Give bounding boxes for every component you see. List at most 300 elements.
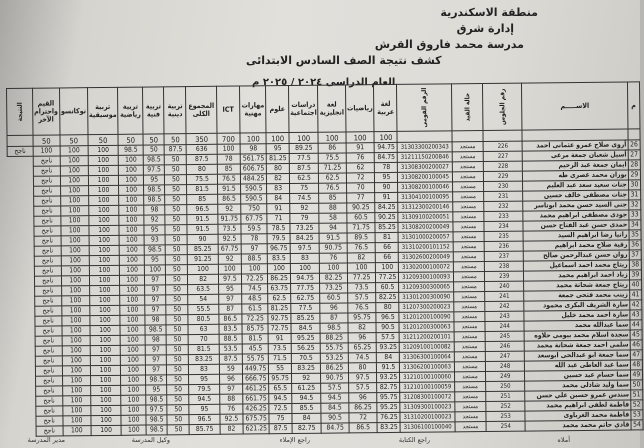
table-cell: 81.5 xyxy=(189,344,219,354)
table-cell: 50 xyxy=(167,375,189,385)
table-cell: 29 xyxy=(628,170,640,180)
table-cell: ناجح xyxy=(33,176,60,186)
table-cell: 85 xyxy=(217,164,241,174)
table-cell: 100 xyxy=(119,215,144,225)
table-cell: ناجح xyxy=(36,406,63,416)
table-cell: 46 xyxy=(630,340,642,350)
table-cell: 89.25 xyxy=(289,143,319,153)
table-cell: 100 xyxy=(120,345,145,355)
table-cell: 31310200100023 xyxy=(400,412,454,423)
table-cell: 87.5 xyxy=(289,163,319,173)
table-cell: 91.5 xyxy=(377,362,400,372)
table-cell: مستجد xyxy=(453,222,484,232)
table-cell: مستجد xyxy=(454,311,485,321)
table-cell: 96 xyxy=(219,374,243,384)
table-cell: 86.5 xyxy=(349,423,378,433)
table-cell: 33 xyxy=(629,210,641,220)
table-cell: 85 xyxy=(319,193,346,203)
table-cell: 100 xyxy=(268,264,291,274)
table-cell: 50 xyxy=(167,395,189,405)
student-name-cell: جنات مصطفى خالف حسين xyxy=(523,190,628,201)
table-cell: 78 xyxy=(217,154,241,164)
table-cell: مستجد xyxy=(454,361,485,371)
table-cell: 47 xyxy=(630,350,642,360)
max-mark-cell: 50 xyxy=(33,135,60,146)
table-cell: 100 xyxy=(60,156,88,166)
table-cell: 248 xyxy=(485,361,524,371)
table-cell: 94.5 xyxy=(292,393,322,403)
table-cell: 70 xyxy=(189,334,219,344)
table-cell: 82.75 xyxy=(292,423,322,433)
table-cell: 245 xyxy=(485,331,524,341)
table-cell: 75.5 xyxy=(319,153,346,163)
table-cell: 92.5 xyxy=(220,414,244,424)
table-cell: 98.5 xyxy=(145,325,166,335)
table-cell: 80.5 xyxy=(188,314,218,324)
table-cell: 82.25 xyxy=(376,292,399,302)
table-cell: 100 xyxy=(89,235,120,245)
table-cell: 84.75 xyxy=(321,423,348,433)
table-cell: 100 xyxy=(120,335,145,345)
table-cell: 32 xyxy=(628,200,640,210)
table-cell: 80 xyxy=(348,363,377,373)
table-cell: 38 xyxy=(629,260,641,270)
student-name-cell: جودى مصطفى ابراهيم محمد xyxy=(523,210,628,221)
column-header: الاســـــم xyxy=(522,82,628,130)
table-cell: 45 xyxy=(630,330,642,340)
table-cell: 77.5 xyxy=(289,153,319,163)
table-cell: ناجح xyxy=(33,156,60,166)
student-name-cell: سارة احمد محمد خليل xyxy=(524,310,629,321)
student-name-cell: زياد احمد ابراهيم محمد xyxy=(524,270,629,281)
table-cell: 100 xyxy=(90,305,121,315)
table-cell: 31301200300090 xyxy=(399,292,453,303)
table-cell: 88.5 xyxy=(241,254,267,264)
table-cell: 100 xyxy=(62,396,90,406)
max-mark-cell xyxy=(483,130,522,141)
table-cell: 254 xyxy=(486,421,525,431)
table-cell: 50 xyxy=(165,205,187,215)
max-mark-cell: 100 xyxy=(266,133,289,144)
signature-footer xyxy=(0,436,640,448)
table-cell: 83.25 xyxy=(189,354,219,364)
administration-label: إدارة شرق xyxy=(456,22,514,35)
table-cell: 100 xyxy=(60,166,88,176)
table-cell: 98.5 xyxy=(118,145,143,155)
table-cell: 83 xyxy=(267,184,290,194)
table-cell: 95.75 xyxy=(377,392,400,402)
table-cell: 243 xyxy=(485,311,524,321)
table-cell: 636 xyxy=(187,144,217,154)
table-cell: 100 xyxy=(63,406,91,416)
table-cell: 100 xyxy=(119,175,144,185)
table-cell: ناجح xyxy=(35,356,62,366)
max-mark-cell: 350 xyxy=(186,133,216,144)
table-cell: 97.5 xyxy=(143,165,164,175)
table-cell: 426.25 xyxy=(243,404,269,414)
table-cell: 79.5 xyxy=(189,384,219,394)
table-cell: 100 xyxy=(60,206,88,216)
table-cell: 251 xyxy=(486,391,525,401)
table-cell: 52 xyxy=(631,400,643,410)
table-cell: 53.5 xyxy=(219,344,243,354)
table-cell: 81.5 xyxy=(187,184,217,194)
table-cell: 50 xyxy=(166,255,188,265)
table-cell: 50 xyxy=(166,275,188,285)
table-cell: 96.5 xyxy=(189,414,219,424)
table-cell: 100 xyxy=(242,264,268,274)
table-cell: 76 xyxy=(346,153,375,163)
table-cell: 100 xyxy=(120,305,145,315)
table-cell: 100 xyxy=(60,196,88,206)
table-cell: 92 xyxy=(218,254,242,264)
footer-label: راجع الكتابة xyxy=(398,436,430,444)
table-cell: 750 xyxy=(241,204,267,214)
table-cell: ناجح xyxy=(34,296,61,306)
school-name: مدرسة محمد فاروق القرش xyxy=(374,38,524,51)
table-cell: 100 xyxy=(61,236,89,246)
table-cell: 100 xyxy=(121,365,146,375)
table-cell: 50 xyxy=(167,415,189,425)
table-cell: ناجح xyxy=(34,256,61,266)
table-cell: 84.25 xyxy=(375,202,398,212)
table-cell: 42 xyxy=(630,300,642,310)
table-cell: 31302000100072 xyxy=(399,262,453,273)
max-mark-cell xyxy=(7,135,33,146)
table-cell: 100 xyxy=(62,356,90,366)
table-cell: 67.75 xyxy=(218,244,242,254)
table-cell: 100 xyxy=(347,263,376,273)
table-cell: 91.5 xyxy=(217,184,241,194)
table-cell: 31309100200051 xyxy=(398,212,452,223)
table-cell: 63.5 xyxy=(188,284,218,294)
table-cell: 55.75 xyxy=(321,343,348,353)
table-cell: 72.75 xyxy=(268,324,291,334)
table-cell: 89.5 xyxy=(347,233,376,243)
table-cell: 60.5 xyxy=(320,293,347,303)
result-cell: ناجح xyxy=(7,146,33,156)
table-cell: 100 xyxy=(88,175,119,185)
table-cell: مستجد xyxy=(452,202,483,212)
table-cell: 95 xyxy=(144,225,165,235)
table-cell: 31306100100040 xyxy=(400,422,454,433)
table-cell: 30 xyxy=(628,180,640,190)
table-cell: 247 xyxy=(485,351,524,361)
student-name-cell: أروى صلاح عمرو عثمانى احمد xyxy=(523,140,628,151)
table-cell: 590.5 xyxy=(241,194,267,204)
table-cell: 100 xyxy=(62,316,90,326)
table-cell: مستجد xyxy=(454,341,485,351)
table-cell: 82.25 xyxy=(320,273,347,283)
table-cell: 231 xyxy=(484,191,523,201)
table-cell: 100 xyxy=(144,265,165,275)
table-cell: 62 xyxy=(346,163,375,173)
table-cell: 66 xyxy=(376,252,399,262)
table-cell: 88 xyxy=(319,203,346,213)
table-cell: ناجح xyxy=(34,226,61,236)
table-cell: 100 xyxy=(121,405,146,415)
table-cell: 100 xyxy=(91,405,122,415)
table-cell: ناجح xyxy=(36,396,63,406)
table-cell: 57.5 xyxy=(348,383,377,393)
table-cell: 51 xyxy=(630,390,642,400)
table-cell: 72 xyxy=(349,413,378,423)
table-cell: 90.25 xyxy=(375,212,398,222)
table-cell: 31308200100046 xyxy=(398,182,452,193)
table-cell: 86.25 xyxy=(268,274,291,284)
table-cell: 81.25 xyxy=(268,304,291,314)
table-cell: 95 xyxy=(189,374,219,384)
student-name-cell: ريتاج محمد احمد اسماعيل xyxy=(524,260,629,271)
table-cell: ناجح xyxy=(34,246,61,256)
table-cell: 100 xyxy=(120,285,145,295)
table-cell: 59.5 xyxy=(241,224,267,234)
table-cell: 661.75 xyxy=(243,394,269,404)
table-cell: 234 xyxy=(484,221,523,231)
table-cell: 62.5 xyxy=(319,173,346,183)
table-cell: 77.25 xyxy=(376,272,399,282)
table-cell: 100 xyxy=(119,165,144,175)
table-cell: 92 xyxy=(290,203,320,213)
table-cell: 66 xyxy=(376,242,399,252)
table-cell: 100 xyxy=(120,265,145,275)
student-name-cell: ايمان جمعة عبد الرحيم xyxy=(523,160,628,171)
table-cell: 67.75 xyxy=(241,214,267,224)
table-cell: 71 xyxy=(267,214,290,224)
table-cell: ناجح xyxy=(36,416,63,426)
table-cell: 73.5 xyxy=(347,283,376,293)
table-cell: 63.75 xyxy=(268,284,291,294)
table-cell: 60.5 xyxy=(376,282,399,292)
table-cell: مستجد xyxy=(453,261,484,271)
table-cell: 244 xyxy=(485,321,524,331)
table-cell: 62.5 xyxy=(268,294,291,304)
district-label: منطقة الاسكندرية xyxy=(440,6,538,19)
table-cell: 98.5 xyxy=(146,395,167,405)
table-cell: مستجد xyxy=(453,271,484,281)
table-cell: 73.5 xyxy=(218,224,242,234)
column-header: المجموع الكلى xyxy=(186,86,217,133)
table-cell: 65.25 xyxy=(348,343,377,353)
column-header-label: الرقم القومى xyxy=(420,87,429,128)
table-cell: 31302600200049 xyxy=(399,252,453,263)
table-cell: مستجد xyxy=(453,301,484,311)
table-cell: 57.5 xyxy=(347,293,376,303)
table-cell: 87.5 xyxy=(187,154,217,164)
table-cell: 100 xyxy=(90,325,121,335)
table-cell: 55.5 xyxy=(188,304,218,314)
table-cell: 98.5 xyxy=(146,415,167,425)
table-cell: 100 xyxy=(63,426,91,436)
table-cell: 93.25 xyxy=(377,372,400,382)
table-cell: 75.5 xyxy=(187,174,217,184)
table-cell: 83.5 xyxy=(219,324,243,334)
table-cell: 98.5 xyxy=(146,375,167,385)
table-cell: 237 xyxy=(484,251,523,261)
table-cell: 53.25 xyxy=(321,353,348,363)
table-cell: 100 xyxy=(89,265,120,275)
table-cell: 100 xyxy=(119,155,144,165)
table-cell: 82 xyxy=(220,424,244,434)
table-cell: 100 xyxy=(120,295,145,305)
table-cell: 88.25 xyxy=(321,333,348,343)
table-cell: 86.5 xyxy=(219,314,243,324)
table-cell: 240 xyxy=(485,281,524,291)
table-cell: 71.5 xyxy=(269,354,292,364)
table-cell: 100 xyxy=(376,262,399,272)
student-name-cell: سما وليد شاذلى محمد xyxy=(525,380,630,391)
table-cell: 72.25 xyxy=(242,314,268,324)
table-cell: 31308200200049 xyxy=(398,222,452,233)
table-cell: ناجح xyxy=(34,236,61,246)
table-cell: 73.25 xyxy=(320,283,347,293)
table-cell: 86.25 xyxy=(349,403,378,413)
table-cell: مستجد xyxy=(453,232,484,242)
table-cell: 97 xyxy=(218,294,242,304)
column-header: م xyxy=(627,82,640,129)
max-mark-cell: 100 xyxy=(346,132,375,143)
table-cell: 100 xyxy=(119,205,144,215)
table-cell: 50 xyxy=(167,425,189,435)
max-mark-cell: 50 xyxy=(164,134,186,145)
table-cell: 82 xyxy=(348,323,377,333)
table-cell: 100 xyxy=(188,264,218,274)
table-cell: 70.5 xyxy=(291,353,321,363)
table-cell: 59 xyxy=(219,364,243,374)
table-cell: 50 xyxy=(165,235,187,245)
table-cell: 95 xyxy=(375,172,398,182)
table-cell: 83.5 xyxy=(268,254,291,264)
table-cell: 72.25 xyxy=(242,274,268,284)
table-cell: 100 xyxy=(90,365,121,375)
table-cell: 31308300200027 xyxy=(398,162,452,173)
table-cell: 82 xyxy=(267,174,290,184)
table-cell: 76 xyxy=(320,253,347,263)
table-cell: 91.75 xyxy=(218,214,242,224)
table-cell: 100 xyxy=(120,315,145,325)
table-cell: 78 xyxy=(241,234,267,244)
table-cell: 31306200100063 xyxy=(400,362,454,373)
table-cell: 76.5 xyxy=(347,243,376,253)
table-cell: 91.5 xyxy=(187,224,217,234)
table-cell: 449.75 xyxy=(243,364,269,374)
table-cell: 43 xyxy=(630,310,642,320)
student-name-cell: سجدة اسلام محمد بيومى حلاوه xyxy=(524,330,629,341)
table-cell: 100 xyxy=(62,376,90,386)
table-cell: 83.25 xyxy=(291,363,321,373)
table-cell: مستجد xyxy=(453,212,484,222)
table-cell: 80 xyxy=(187,164,217,174)
table-cell: 61.25 xyxy=(292,383,322,393)
student-name-cell: حمدى حسن عبد الفتاح حسن xyxy=(523,220,628,231)
table-cell: 92.5 xyxy=(218,234,242,244)
table-cell: 246 xyxy=(485,341,524,351)
table-cell: 54 xyxy=(188,294,218,304)
column-header: علوم xyxy=(266,86,289,133)
table-cell: 50 xyxy=(166,315,188,325)
table-cell: 100 xyxy=(62,366,90,376)
table-cell: 74.5 xyxy=(242,284,268,294)
table-cell: 92 xyxy=(291,373,321,383)
table-cell: 81.5 xyxy=(242,334,268,344)
table-cell: ناجح xyxy=(34,286,61,296)
table-cell: 76.5 xyxy=(348,303,377,313)
table-cell: ناجح xyxy=(33,166,60,176)
table-cell: 253 xyxy=(486,411,525,421)
table-cell: 94.5 xyxy=(189,394,219,404)
table-cell: 86.5 xyxy=(217,194,241,204)
footer-label: راجع الإملاء xyxy=(279,436,310,444)
table-cell: ناجح xyxy=(35,376,62,386)
table-cell: 50 xyxy=(165,225,187,235)
table-cell: 87.5 xyxy=(269,424,292,434)
table-cell: مستجد xyxy=(452,172,483,182)
max-mark-cell: 700 xyxy=(217,133,241,144)
table-cell: 50 xyxy=(166,285,188,295)
table-cell: 91 xyxy=(268,334,291,344)
table-cell: 31209100100082 xyxy=(400,342,454,353)
table-cell: 97 xyxy=(145,295,166,305)
table-cell: 98 xyxy=(145,335,166,345)
table-cell: 85.25 xyxy=(291,313,321,323)
table-cell: 92 xyxy=(217,204,241,214)
table-cell: مستجد xyxy=(454,391,485,401)
table-cell: 84 xyxy=(292,413,322,423)
table-cell: 100 xyxy=(119,195,144,205)
table-cell: 242 xyxy=(485,301,524,311)
table-cell: 90 xyxy=(375,182,398,192)
table-cell: 100 xyxy=(290,263,320,273)
table-cell: 94.75 xyxy=(375,142,398,152)
table-cell: 96.5 xyxy=(187,204,217,214)
table-cell: 31209300100093 xyxy=(399,272,453,283)
table-cell: 100 xyxy=(218,264,242,274)
table-cell: 97 xyxy=(145,305,166,315)
max-mark-cell xyxy=(628,129,640,140)
table-cell: 56.25 xyxy=(291,343,321,353)
table-cell: 77.25 xyxy=(347,273,376,283)
table-cell: مستجد xyxy=(453,291,484,301)
table-cell: 62.5 xyxy=(289,173,319,183)
table-cell: 461.25 xyxy=(243,384,269,394)
column-header: لغة انجليزية xyxy=(318,85,346,132)
column-header xyxy=(397,84,452,132)
table-cell: 100 xyxy=(60,186,88,196)
table-cell: 227 xyxy=(483,151,522,161)
max-mark-cell xyxy=(397,131,451,143)
table-cell: 83 xyxy=(189,364,219,374)
table-cell: 50 xyxy=(143,145,164,155)
table-cell: 31210100100060 xyxy=(400,372,454,383)
table-cell: 35 xyxy=(629,230,641,240)
table-cell: 83.25 xyxy=(377,422,400,432)
table-cell: 84 xyxy=(377,352,400,362)
table-cell: 233 xyxy=(484,211,523,221)
table-cell: 100 xyxy=(89,255,120,265)
table-cell: 92.75 xyxy=(268,314,291,324)
column-header xyxy=(451,84,483,131)
table-cell: 95.25 xyxy=(291,333,321,343)
table-cell: 50 xyxy=(167,355,189,365)
table-cell: 31309300100023 xyxy=(400,402,454,413)
max-mark-cell: 50 xyxy=(88,134,119,145)
table-cell: ناجح xyxy=(34,276,61,286)
table-cell: 78 xyxy=(375,162,398,172)
table-cell: 95.25 xyxy=(377,402,400,412)
column-header-label: النتيجة xyxy=(15,102,24,122)
table-cell: 31208300100072 xyxy=(400,392,454,403)
column-header: دراسات اجتماعية xyxy=(288,85,318,132)
